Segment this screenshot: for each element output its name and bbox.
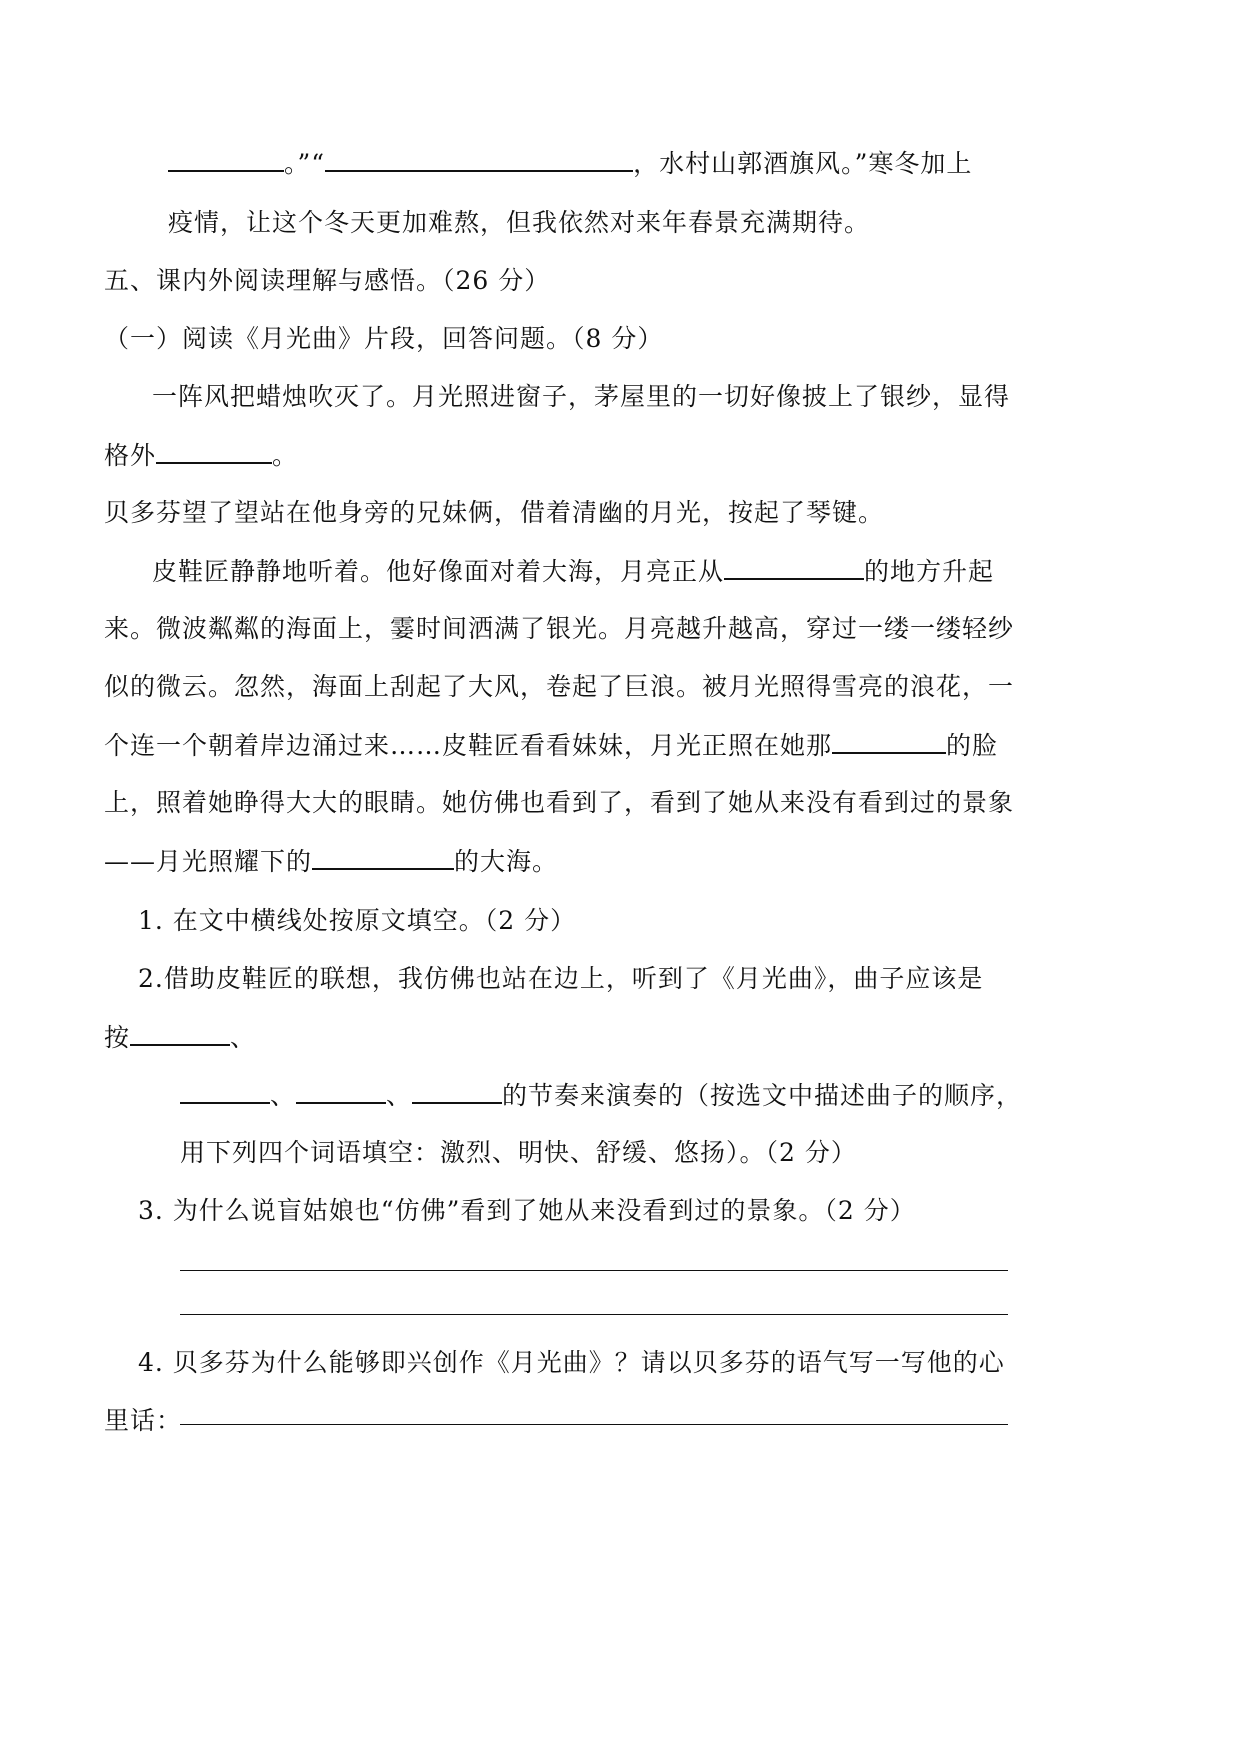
- answer-line[interactable]: [180, 1314, 1008, 1315]
- passage-text: ——月光照耀下的: [104, 847, 313, 876]
- question-1: 1. 在文中横线处按原文填空。（2 分）: [138, 906, 577, 935]
- section-heading: 五、课内外阅读理解与感悟。（26 分）: [104, 266, 551, 295]
- poem-text: ，水村山郭酒旗风。”寒冬加上: [633, 149, 973, 178]
- fill-blank[interactable]: [180, 1078, 270, 1104]
- fill-blank[interactable]: [325, 146, 633, 172]
- passage-line: 上，照着她睁得大大的眼睛。她仿佛也看到了，看到了她从来没有看到过的景象: [104, 788, 1015, 817]
- question-2-line: [104, 1020, 256, 1055]
- fill-blank[interactable]: [130, 1020, 230, 1046]
- passage-text: 的地方升起: [864, 557, 995, 586]
- passage-line: [104, 728, 998, 763]
- question-3: 3. 为什么说盲姑娘也“仿佛”看到了她从来没看到过的景象。（2 分）: [138, 1196, 916, 1225]
- passage-text: 的脸: [946, 731, 999, 760]
- passage-line: 来。微波粼粼的海面上，霎时间洒满了银光。月亮越升越高，穿过一缕一缕轻纱: [104, 614, 1015, 643]
- question-2: 2.借助皮鞋匠的联想，我仿佛也站在边上，听到了《月光曲》，曲子应该是: [138, 964, 984, 993]
- passage-line: 贝多芬望了望站在他身旁的兄妹俩，借着清幽的月光，按起了琴键。: [104, 498, 885, 527]
- passage-line: 一阵风把蜡烛吹灭了。月光照进窗子，茅屋里的一切好像披上了银纱，显得: [152, 382, 1011, 411]
- passage-text: 皮鞋匠静静地听着。他好像面对着大海，月亮正从: [152, 557, 725, 586]
- question-text: 按: [104, 1023, 131, 1052]
- question-text: 、: [270, 1081, 297, 1110]
- passage-text: 的大海。: [454, 847, 559, 876]
- passage-line: [152, 554, 994, 589]
- fill-blank[interactable]: [168, 146, 284, 172]
- fill-blank[interactable]: [724, 554, 864, 580]
- part-heading: （一）阅读《月光曲》片段，回答问题。（8 分）: [104, 324, 664, 353]
- fill-blank[interactable]: [156, 438, 272, 464]
- poem-text: 。”“: [284, 149, 326, 178]
- question-4-line: 里话：: [104, 1406, 183, 1435]
- poem-line-1: [168, 146, 972, 181]
- passage-text: 格外: [104, 441, 157, 470]
- answer-line[interactable]: [180, 1270, 1008, 1271]
- fill-blank[interactable]: [412, 1078, 502, 1104]
- answer-line[interactable]: [180, 1424, 1008, 1425]
- fill-blank[interactable]: [296, 1078, 386, 1104]
- question-text: 的节奏来演奏的（按选文中描述曲子的顺序，: [502, 1081, 1023, 1110]
- question-text: 、: [386, 1081, 413, 1110]
- passage-text: 。: [272, 441, 299, 470]
- passage-text: 个连一个朝着岸边涌过来……皮鞋匠看看妹妹，月光正照在她那: [104, 731, 833, 760]
- passage-line: 似的微云。忽然，海面上刮起了大风，卷起了巨浪。被月光照得雪亮的浪花，一: [104, 672, 1015, 701]
- question-4: 4. 贝多芬为什么能够即兴创作《月光曲》？请以贝多芬的语气写一写他的心: [138, 1348, 1005, 1377]
- passage-line: [104, 844, 558, 879]
- question-2-line: 用下列四个词语填空：激烈、明快、舒缓、悠扬）。（2 分）: [180, 1138, 857, 1167]
- fill-blank[interactable]: [312, 844, 454, 870]
- poem-line-2: 疫情，让这个冬天更加难熬，但我依然对来年春景充满期待。: [168, 208, 871, 237]
- passage-line: [104, 438, 298, 473]
- question-2-line: [180, 1078, 1022, 1113]
- question-text: 、: [230, 1023, 257, 1052]
- fill-blank[interactable]: [832, 728, 946, 754]
